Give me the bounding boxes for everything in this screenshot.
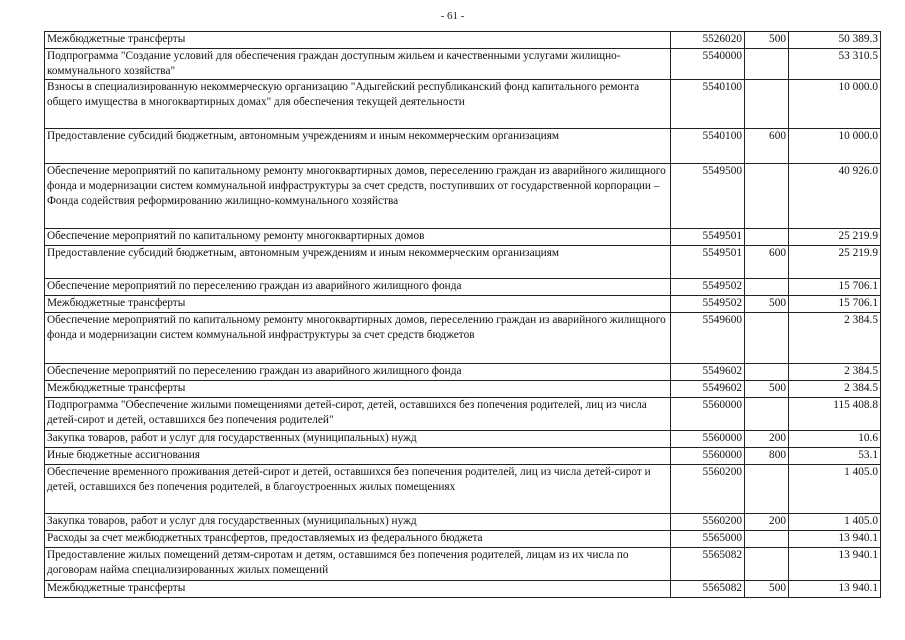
row-code-cell: 5565082	[671, 581, 745, 598]
row-code-cell: 5549502	[671, 279, 745, 296]
row-code-cell: 5560200	[671, 465, 745, 514]
table-row	[45, 229, 881, 246]
row-amount-cell: 40 926.0	[789, 164, 881, 229]
row-name-cell: Обеспечение мероприятий по переселению граждан из аварийного жилищного фонда	[45, 364, 671, 381]
row-code-cell: 5560000	[671, 431, 745, 448]
row-code-cell: 5526020	[671, 32, 745, 49]
table-row	[45, 381, 881, 398]
row-type-cell: 200	[745, 514, 789, 531]
row-amount-cell: 10 000.0	[789, 80, 881, 129]
row-code-cell: 5549602	[671, 381, 745, 398]
row-type-cell: 200	[745, 431, 789, 448]
row-amount-cell: 2 384.5	[789, 313, 881, 364]
table-row	[45, 514, 881, 531]
row-name-cell: Предоставление жилых помещений детям-сиротам и детям, оставшимся без попечения родителей, лицам из их числа по договорам найма специализированных жилых помещений	[45, 548, 671, 581]
row-code-cell: 5565000	[671, 531, 745, 548]
table-row	[45, 49, 881, 80]
row-type-cell	[745, 548, 789, 581]
row-code-cell: 5560200	[671, 514, 745, 531]
row-name-cell: Предоставление субсидий бюджетным, автономным учреждениям и иным некоммерческим организациям	[45, 129, 671, 164]
row-type-cell	[745, 313, 789, 364]
row-code-cell: 5549502	[671, 296, 745, 313]
row-amount-cell: 15 706.1	[789, 279, 881, 296]
row-name-cell: Обеспечение мероприятий по переселению граждан из аварийного жилищного фонда	[45, 279, 671, 296]
table-row	[45, 531, 881, 548]
row-code-cell: 5549500	[671, 164, 745, 229]
row-type-cell: 800	[745, 448, 789, 465]
row-type-cell: 600	[745, 246, 789, 279]
table-row	[45, 364, 881, 381]
row-name-cell: Межбюджетные трансферты	[45, 381, 671, 398]
row-name-cell: Обеспечение временного проживания детей-сирот и детей, оставшихся без попечения родителей, лиц из числа детей-сирот и детей, оставшихся без попечения родителей, в благоустроенных жилых помещениях	[45, 465, 671, 514]
row-type-cell	[745, 531, 789, 548]
row-amount-cell: 2 384.5	[789, 381, 881, 398]
budget-table	[44, 31, 881, 598]
row-code-cell: 5565082	[671, 548, 745, 581]
row-amount-cell: 53 310.5	[789, 49, 881, 80]
row-code-cell: 5549600	[671, 313, 745, 364]
row-name-cell: Межбюджетные трансферты	[45, 296, 671, 313]
row-code-cell: 5540100	[671, 80, 745, 129]
row-amount-cell: 10.6	[789, 431, 881, 448]
table-row	[45, 465, 881, 514]
table-row	[45, 296, 881, 313]
row-code-cell: 5560000	[671, 398, 745, 431]
table-row	[45, 246, 881, 279]
row-name-cell: Подпрограмма "Создание условий для обеспечения граждан доступным жильем и качественными услугами жилищно-коммунального хозяйства"	[45, 49, 671, 80]
row-code-cell: 5549602	[671, 364, 745, 381]
table-row	[45, 164, 881, 229]
table-row	[45, 548, 881, 581]
row-amount-cell: 10 000.0	[789, 129, 881, 164]
row-amount-cell: 1 405.0	[789, 465, 881, 514]
row-code-cell: 5549501	[671, 246, 745, 279]
table-row	[45, 129, 881, 164]
row-type-cell: 500	[745, 581, 789, 598]
row-type-cell	[745, 364, 789, 381]
row-code-cell: 5560000	[671, 448, 745, 465]
row-type-cell	[745, 279, 789, 296]
row-type-cell: 500	[745, 296, 789, 313]
row-name-cell: Подпрограмма "Обеспечение жилыми помещениями детей-сирот, детей, оставшихся без попечения родителей, лиц из числа детей-сирот и детей, оставшихся без попечения родителей"	[45, 398, 671, 431]
table-row	[45, 581, 881, 598]
row-name-cell: Иные бюджетные ассигнования	[45, 448, 671, 465]
row-name-cell: Закупка товаров, работ и услуг для государственных (муниципальных) нужд	[45, 514, 671, 531]
row-name-cell: Взносы в специализированную некоммерческую организацию "Адыгейский республиканский фонд капитального ремонта общего имущества в многоквартирных домах" для обеспечения текущей деятельности	[45, 80, 671, 129]
row-amount-cell: 13 940.1	[789, 581, 881, 598]
row-amount-cell: 53.1	[789, 448, 881, 465]
table-row	[45, 313, 881, 364]
row-name-cell: Обеспечение мероприятий по капитальному ремонту многоквартирных домов, переселению граждан из аварийного жилищного фонда и модернизации систем коммунальной инфраструктуры за счет средств, поступивших от государственной корпорации – Фонда содействия реформированию жилищно-коммунального хозяйства	[45, 164, 671, 229]
row-amount-cell: 13 940.1	[789, 531, 881, 548]
row-amount-cell: 50 389.3	[789, 32, 881, 49]
row-code-cell: 5549501	[671, 229, 745, 246]
row-amount-cell: 1 405.0	[789, 514, 881, 531]
budget-table-body	[45, 32, 881, 598]
table-row	[45, 448, 881, 465]
row-amount-cell: 25 219.9	[789, 229, 881, 246]
row-name-cell: Обеспечение мероприятий по капитальному ремонту многоквартирных домов, переселению граждан из аварийного жилищного фонда и модернизации систем коммунальной инфраструктуры за счет средств бюджетов	[45, 313, 671, 364]
row-code-cell: 5540100	[671, 129, 745, 164]
table-row	[45, 279, 881, 296]
row-amount-cell: 15 706.1	[789, 296, 881, 313]
row-type-cell	[745, 49, 789, 80]
row-name-cell: Межбюджетные трансферты	[45, 581, 671, 598]
row-name-cell: Расходы за счет межбюджетных трансфертов, предоставляемых из федерального бюджета	[45, 531, 671, 548]
row-type-cell: 600	[745, 129, 789, 164]
row-name-cell: Предоставление субсидий бюджетным, автономным учреждениям и иным некоммерческим организациям	[45, 246, 671, 279]
row-type-cell: 500	[745, 381, 789, 398]
table-row	[45, 398, 881, 431]
table-row	[45, 431, 881, 448]
row-type-cell	[745, 229, 789, 246]
row-type-cell: 500	[745, 32, 789, 49]
row-amount-cell: 13 940.1	[789, 548, 881, 581]
row-amount-cell: 115 408.8	[789, 398, 881, 431]
row-name-cell: Межбюджетные трансферты	[45, 32, 671, 49]
row-amount-cell: 25 219.9	[789, 246, 881, 279]
row-type-cell	[745, 164, 789, 229]
row-name-cell: Обеспечение мероприятий по капитальному ремонту многоквартирных домов	[45, 229, 671, 246]
row-type-cell	[745, 465, 789, 514]
row-type-cell	[745, 398, 789, 431]
table-row	[45, 80, 881, 129]
table-row	[45, 32, 881, 49]
row-type-cell	[745, 80, 789, 129]
page-number: - 61 -	[440, 10, 465, 22]
row-code-cell: 5540000	[671, 49, 745, 80]
row-amount-cell: 2 384.5	[789, 364, 881, 381]
row-name-cell: Закупка товаров, работ и услуг для государственных (муниципальных) нужд	[45, 431, 671, 448]
